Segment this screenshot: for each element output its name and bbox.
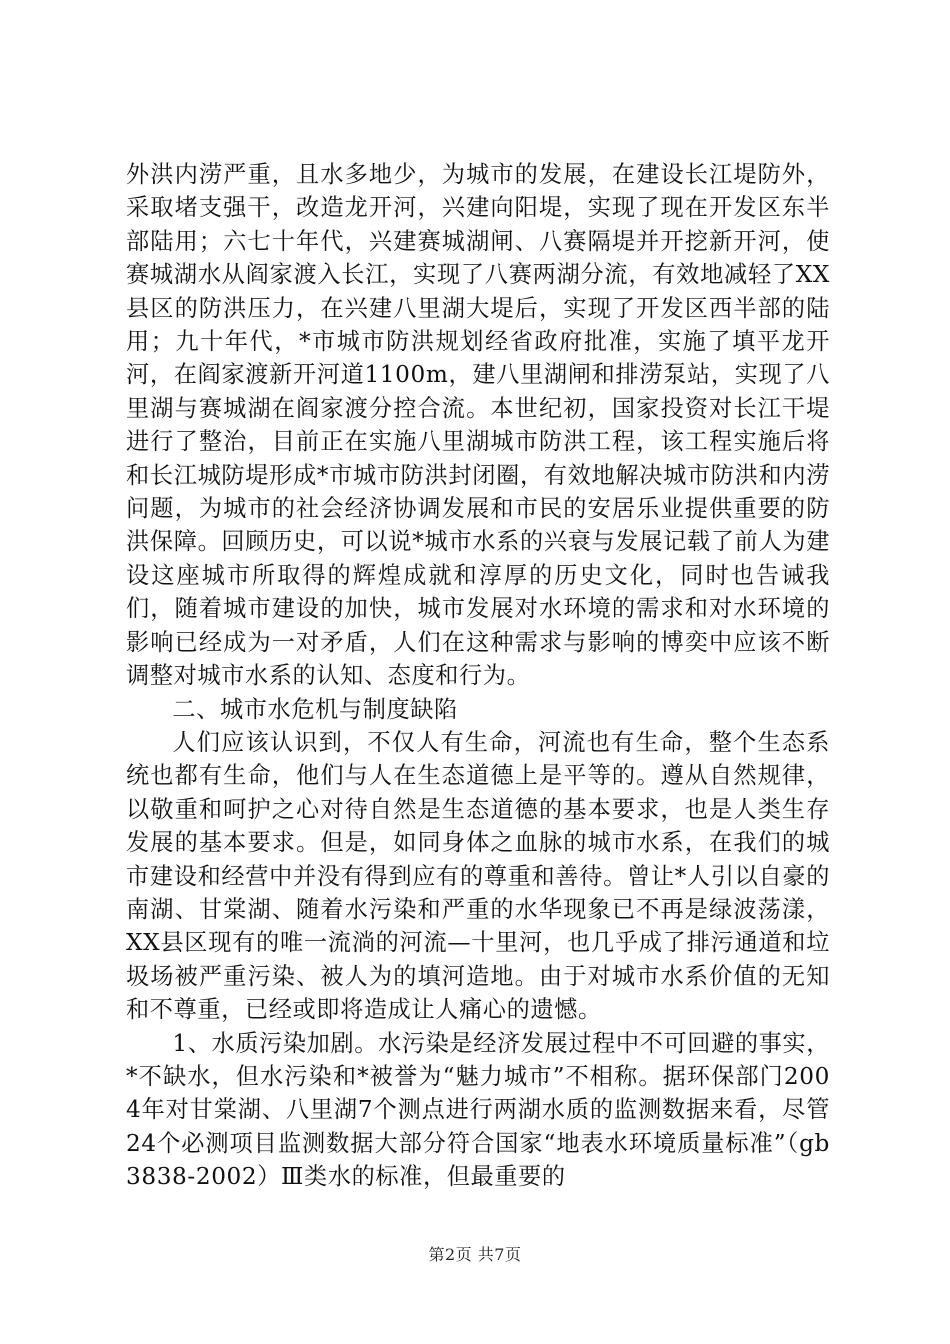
document-body bbox=[126, 158, 830, 1194]
page-footer: 第2页 共7页 bbox=[428, 1245, 522, 1264]
paragraph-flood-history: 外洪内涝严重，且水多地少，为城市的发展，在建设长江堤防外，采取堵支强干，改造龙开河，兴建向阳堤，实现了现在开发区东半部陆用；六七十年代，兴建赛城湖闸、八赛隔堤并开挖新开河，使赛城湖水从阎家渡入长江，实现了八赛两湖分流，有效地减轻了XX县区的防洪压力，在兴建八里湖大堤后，实现了开发区西半部的陆用；九十年代，*市城市防洪规划经省政府批准，实施了填平龙开河，在阎家渡新开河道1100m，建八里湖闸和排涝泵站，实现了八里湖与赛城湖在阎家渡分控合流。本世纪初，国家投资对长江干堤进行了整治，目前正在实施八里湖城市防洪工程，该工程实施后将和长江城防堤形成*市城市防洪封闭圈，有效地解决城市防洪和内涝问题，为城市的社会经济协调发展和市民的安居乐业提供重要的防洪保障。回顾历史，可以说*城市水系的兴衰与发展记载了前人为建设这座城市所取得的辉煌成就和淳厚的历史文化，同时也告诫我们，随着城市建设的加快，城市发展对水环境的需求和对水环境的影响已经成为一对矛盾，人们在这种需求与影响的博奕中应该不断调整对城市水系的认知、态度和行为。 bbox=[126, 161, 830, 690]
paragraph-water-pollution: 1、水质污染加剧。水污染是经济发展过程中不可回避的事实，*不缺水，但水污染和*被誉为“魅力城市”不相称。据环保部门2004年对甘棠湖、八里湖7个测点进行两湖水质的监测数据来看，尽管24个必测项目监测数据大部分符合国家“地表水环境质量标准”（gb3838-2002）Ⅲ类水的标准，但最重要的 bbox=[126, 1029, 831, 1191]
section-heading-water-crisis: 二、城市水危机与制度缺陷 bbox=[172, 695, 458, 723]
paragraph-ecological-ethics: 人们应该认识到，不仅人有生命，河流也有生命，整个生态系统也都有生命，他们与人在生态道德上是平等的。遵从自然规律，以敬重和呵护之心对待自然是生态道德的基本要求，也是人类生存发展的基本要求。但是，如同身体之血脉的城市水系，在我们的城市建设和经营中并没有得到应有的尊重和善待。曾让*人引以自豪的南湖、甘棠湖、随着水污染和严重的水华现象已不再是绿波荡漾，XX县区现有的唯一流淌的河流—十里河，也几乎成了排污通道和垃圾场被严重污染、被人为的填河造地。由于对城市水系价值的无知和不尊重，已经或即将造成让人痛心的遗憾。 bbox=[126, 728, 830, 1024]
